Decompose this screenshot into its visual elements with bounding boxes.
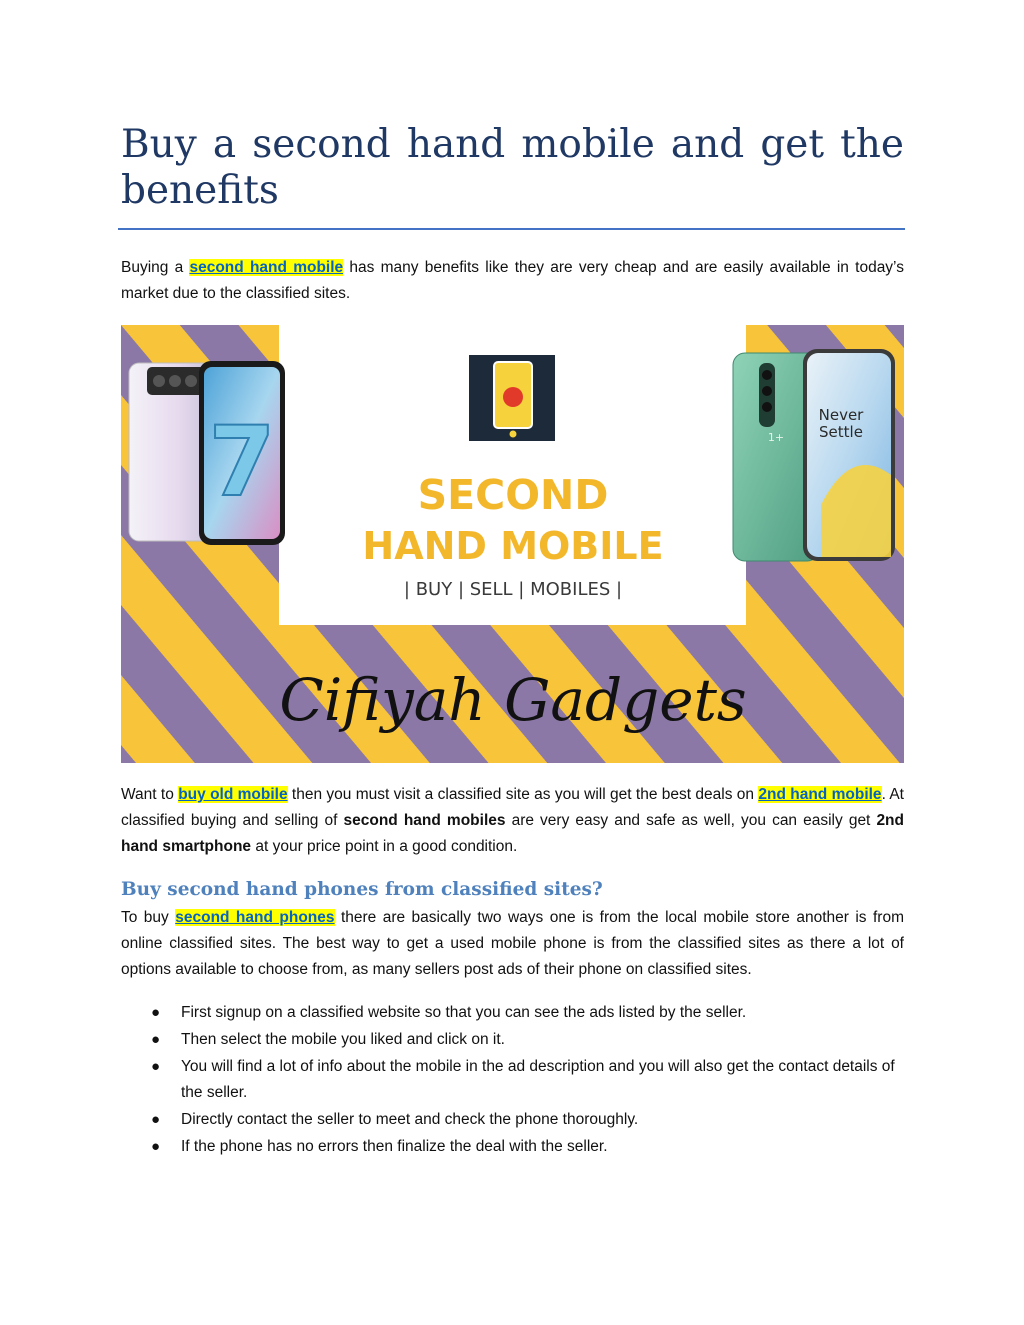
2nd-hand-mobile-link[interactable]: 2nd hand mobile [758,786,882,803]
list-item-text: You will find a lot of info about the mobile in the ad description and you will also get the contact details of the seller. [181,1058,895,1101]
bullet-icon: ● [151,1004,161,1021]
svg-text:Never: Never [818,406,864,424]
para2-bold-2: 2nd hand smartphone [121,812,904,855]
bullet-icon: ● [151,1031,161,1048]
list-item [121,1027,904,1053]
para2-text-5: at your price point in a good condition. [251,838,518,855]
bullet-icon: ● [151,1111,161,1128]
svg-text:Settle: Settle [819,423,863,441]
banner-tagline: | BUY | SELL | MOBILES | [403,579,623,600]
para2-text-3: . At classified buying and selling of [121,786,904,829]
banner-image [121,325,904,763]
svg-text:1+: 1+ [767,431,785,444]
section-text-1: To buy [121,909,176,926]
para2-text-2: then you must visit a classified site as you will get the best deals on [287,786,759,803]
banner-brand: Cifiyah Gadgets [279,666,747,734]
right-phone-image [733,349,895,561]
list-item [121,1000,904,1026]
svg-text:7: 7 [208,406,276,518]
list-item-text: If the phone has no errors then finalize the deal with the seller. [181,1138,608,1155]
section-text-2: there are basically two ways one is from the local mobile store another is from online classified sites. The best way to get a used mobile phone is from the classified sites as there a lot of options available to choose from, as many sellers post ads of their phone on classified sites. [121,909,904,978]
list-item [121,1107,904,1133]
buying-paragraph [121,782,904,860]
second-hand-phones-link[interactable]: second hand phones [175,909,335,926]
intro-paragraph [121,255,904,307]
list-item-text: Directly contact the seller to meet and check the phone thoroughly. [181,1111,639,1128]
para2-bold-1: second hand mobiles [343,812,506,829]
list-item-text: First signup on a classified website so that you can see the ads listed by the seller. [181,1004,747,1021]
title-underline [118,228,905,230]
section-heading: Buy second hand phones from classified sites? [121,879,603,900]
left-phone-image [129,361,285,545]
list-item [121,1134,904,1160]
intro-text: Buying a [121,259,190,276]
bullet-icon: ● [151,1058,161,1075]
banner-headline-2: HAND MOBILE [362,524,664,568]
bullet-icon: ● [151,1138,161,1155]
para2-text-4: are very easy and safe as well, you can easily get [505,812,877,829]
buy-old-mobile-link[interactable]: buy old mobile [178,786,288,803]
second-hand-mobile-link[interactable]: second hand mobile [189,259,344,276]
para2-text-1: Want to [121,786,179,803]
intro-text-end: has many benefits like they are very cheap and are easily available in today’s market due to the classified sites. [121,259,904,302]
banner-headline-1: SECOND [417,471,609,519]
phone-logo-icon [469,355,555,441]
steps-list [121,1000,904,1161]
list-item [121,1054,904,1106]
section-paragraph [121,905,904,983]
page-title: Buy a second hand mobile and get the benefits [121,122,904,213]
list-item-text: Then select the mobile you liked and click on it. [181,1031,505,1048]
